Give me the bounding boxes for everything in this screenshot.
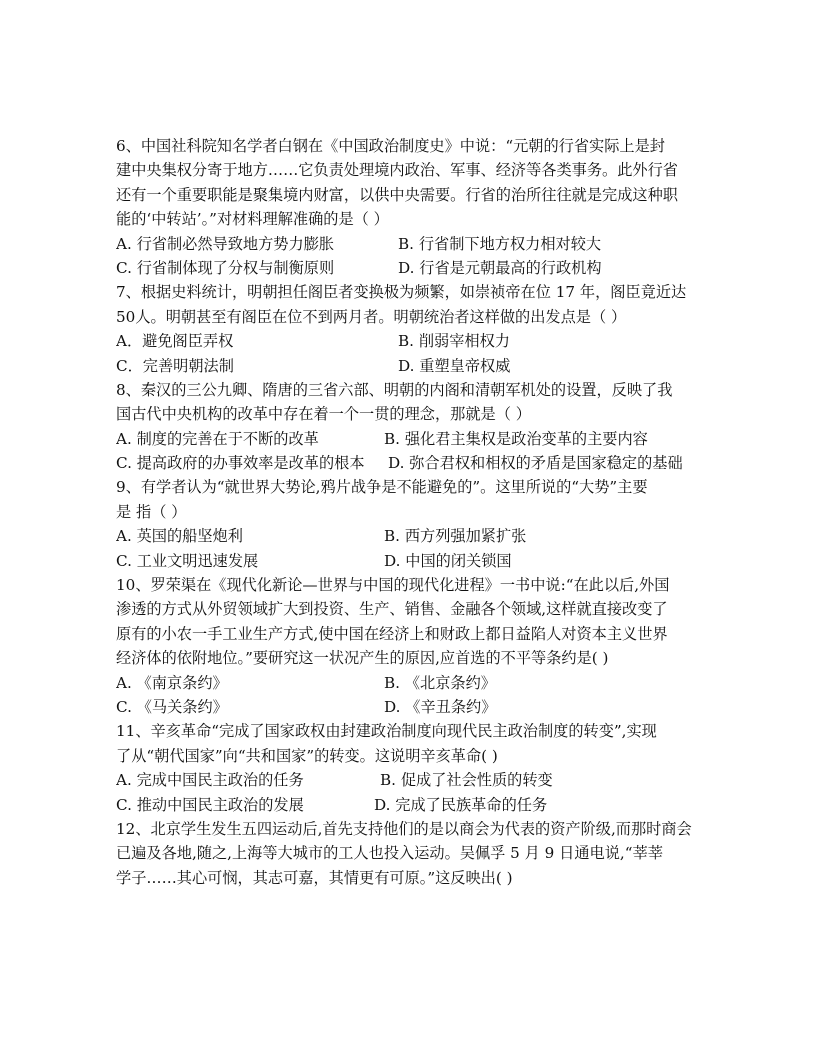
question-6-options-row-1	[116, 232, 720, 256]
question-11-option-c: C. 推动中国民主政治的发展	[116, 795, 304, 814]
question-8-option-b: B. 强化君主集权是政治变革的主要内容	[384, 429, 648, 448]
question-9-stem-line-1: 9、有学者认为“就世界大势论,鸦片战争是不能避免的”。这里所说的“大势”主要	[116, 478, 648, 497]
question-9	[116, 475, 720, 573]
question-10-stem-line-3: 原有的小农一手工业生产方式,使中国在经济上和财政上都日益陷人对资本主义世界	[116, 624, 668, 643]
question-12-stem-line-2: 已遍及各地,随之,上海等大城市的工人也投入运动。吴佩孚 5 月 9 日通电说,“莘莘	[116, 844, 663, 863]
question-7	[116, 280, 720, 378]
question-7-stem-line-2: 50人。明朝甚至有阁臣在位不到两月者。明朝统治者这样做的出发点是（ ）	[116, 307, 627, 326]
question-6-stem-line-4: 能的‘中转站’。”对材料理解准确的是（ ）	[116, 210, 389, 229]
question-7-option-a: A．避免阁臣弄权	[116, 332, 234, 351]
question-11-stem-line-2: 了从“朝代国家”向“共和国家”的转变。这说明辛亥革命( )	[116, 746, 498, 765]
question-6-stem-line-1: 6、中国社科院知名学者白钢在《中国政治制度史》中说：“元朝的行省实际上是封	[116, 137, 665, 155]
question-8-options-row-2	[116, 451, 720, 475]
question-6	[116, 134, 720, 280]
question-6-stem-line-2: 建中央集权分寄于地方……它负责处理境内政治、军事、经济等各类事务。此外行省	[116, 161, 678, 180]
question-11-options-row-1	[116, 768, 720, 792]
question-8-option-a: A. 制度的完善在于不断的改革	[116, 429, 319, 448]
question-10-option-a: A. 《南京条约》	[116, 673, 228, 692]
question-11-stem-line-1: 11、辛亥革命“完成了国家政权由封建政治制度向现代民主政治制度的转变”,实现	[116, 722, 657, 741]
question-10-option-d: D. 《辛丑条约》	[384, 697, 497, 716]
question-list	[116, 134, 720, 890]
question-7-options-row-1	[116, 329, 720, 353]
question-7-option-b: B. 削弱宰相权力	[398, 332, 510, 351]
question-11-option-a: A. 完成中国民主政治的任务	[116, 771, 304, 790]
question-9-options-row-1	[116, 524, 720, 548]
question-12-stem-line-3: 学子……其心可悯，其志可嘉，其情更有可原。”这反映出( )	[116, 868, 513, 887]
question-7-option-c: C．完善明朝法制	[116, 356, 234, 375]
question-8-option-d: D. 弥合君权和相权的矛盾是国家稳定的基础	[388, 454, 683, 473]
question-9-option-d: D. 中国的闭关锁国	[384, 551, 512, 570]
question-7-option-d: D. 重塑皇帝权威	[398, 356, 511, 375]
question-9-options-row-2	[116, 549, 720, 573]
question-10	[116, 573, 720, 719]
question-7-stem-line-1: 7、根据史料统计，明朝担任阁臣者变换极为频繁，如崇祯帝在位 17 年，阁臣竟近达	[116, 283, 687, 302]
question-8-stem-line-2: 国古代中央机构的改革中存在着一个一贯的理念，那就是（ ）	[116, 405, 531, 424]
question-9-option-a: A. 英国的船坚炮利	[116, 527, 243, 546]
question-11-options-row-2	[116, 793, 720, 817]
question-12	[116, 817, 720, 890]
question-8-stem-line-1: 8、秦汉的三公九卿、隋唐的三省六部、明朝的内阁和清朝军机处的设置，反映了我	[116, 380, 673, 399]
question-12-stem-line-1: 12、北京学生发生五四运动后,首先支持他们的是以商会为代表的资产阶级,而那时商会	[116, 819, 692, 838]
question-11	[116, 719, 720, 817]
question-6-options-row-2	[116, 256, 720, 280]
question-10-stem-line-4: 经济体的依附地位。”要研究这一状况产生的原因,应首选的不平等条约是( )	[116, 649, 609, 668]
question-6-option-b: B. 行省制下地方权力相对较大	[398, 234, 602, 253]
question-10-stem-line-1: 10、罗荣渠在《现代化新论—世界与中国的现代化进程》一书中说:“在此以后,外国	[116, 576, 670, 595]
question-6-option-d: D. 行省是元朝最高的行政机构	[398, 258, 602, 277]
question-10-options-row-2	[116, 695, 720, 719]
question-10-options-row-1	[116, 671, 720, 695]
question-8-options-row-1	[116, 427, 720, 451]
question-8	[116, 378, 720, 476]
question-9-stem-line-2: 是 指（ ）	[116, 502, 187, 521]
question-9-option-c: C. 工业文明迅速发展	[116, 551, 259, 570]
question-6-option-a: A. 行省制必然导致地方势力膨胀	[116, 234, 335, 253]
question-9-option-b: B. 西方列强加紧扩张	[384, 527, 527, 546]
question-8-option-c: C. 提高政府的办事效率是改革的根本	[116, 454, 365, 473]
question-6-stem-line-3: 还有一个重要职能是聚集境内财富，以供中央需要。行省的治所往往就是完成这种职	[116, 185, 678, 204]
question-11-option-d: D. 完成了民族革命的任务	[374, 795, 548, 814]
question-10-option-c: C. 《马关条约》	[116, 697, 228, 716]
question-10-stem-line-2: 渗透的方式从外贸领域扩大到投资、生产、销售、金融各个领域,这样就直接改变了	[116, 600, 668, 619]
question-7-options-row-2	[116, 354, 720, 378]
question-11-option-b: B. 促成了社会性质的转变	[380, 771, 553, 790]
question-6-option-c: C. 行省制体现了分权与制衡原则	[116, 258, 335, 277]
question-10-option-b: B. 《北京条约》	[384, 673, 496, 692]
